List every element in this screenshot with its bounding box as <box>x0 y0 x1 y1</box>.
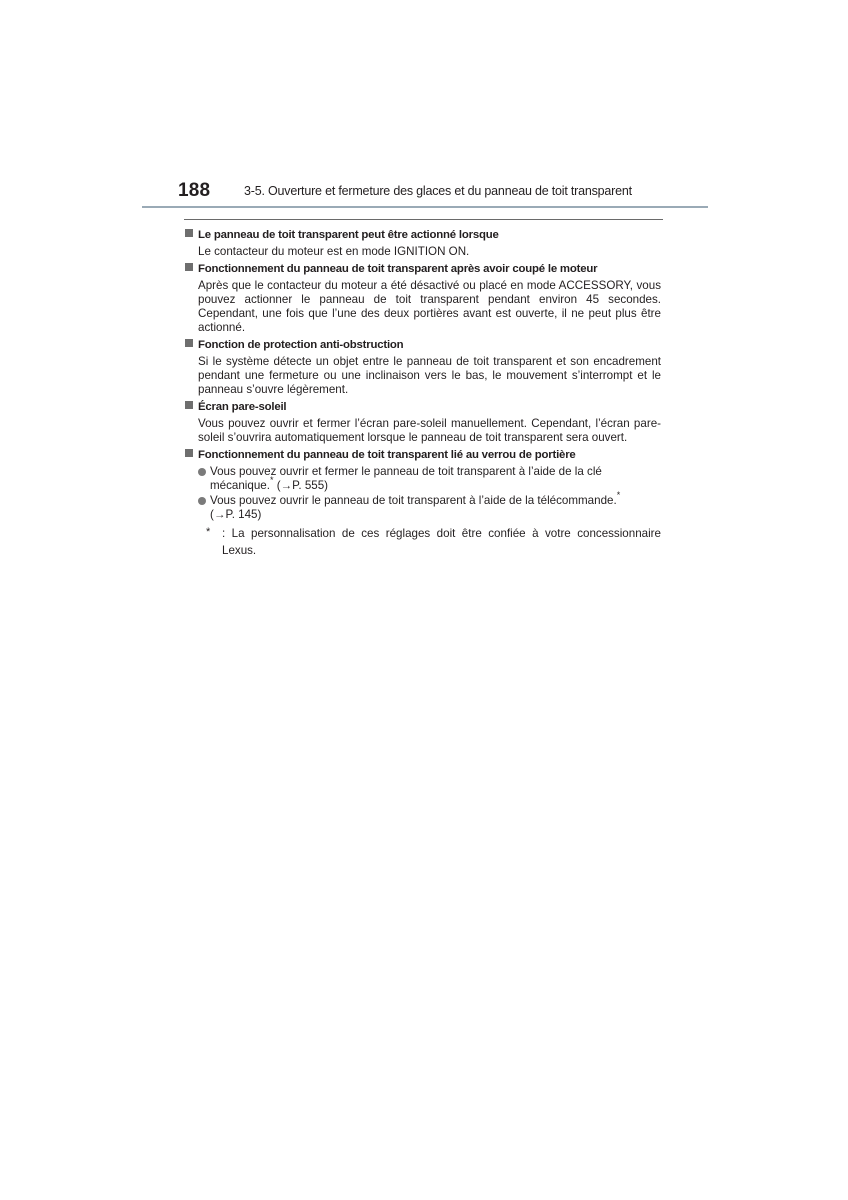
footnote-marker: * <box>269 475 274 486</box>
list-item <box>198 490 661 522</box>
content-body <box>185 228 661 559</box>
square-bullet-icon <box>185 401 193 409</box>
page-reference: (→P. 555) <box>273 479 329 492</box>
section-heading-text: Fonction de protection anti-obstruction <box>198 339 404 351</box>
footnote-marker: * <box>616 490 621 501</box>
circle-bullet-icon <box>198 497 206 505</box>
footnote-text: : La personnalisation de ces réglages doit être confiée à votre concessionnaire Lexus. <box>222 527 661 557</box>
section-heading <box>185 400 661 414</box>
section-heading-text: Fonctionnement du panneau de toit transparent après avoir coupé le moteur <box>198 263 598 275</box>
section-heading <box>185 448 661 462</box>
square-bullet-icon <box>185 263 193 271</box>
section-heading <box>185 228 661 242</box>
list-item <box>198 465 661 493</box>
section-heading <box>185 338 661 352</box>
section-heading <box>185 262 661 276</box>
content-rule <box>184 219 663 220</box>
list-item-body: Vous pouvez ouvrir et fermer le panneau de toit transparent à l’aide de la clé mécanique. <box>210 465 602 492</box>
list-item-text <box>210 465 661 493</box>
page-number: 188 <box>178 180 211 201</box>
footnote <box>206 525 661 559</box>
section-title: 3-5. Ouverture et fermeture des glaces et du panneau de toit transparent <box>244 184 632 198</box>
circle-bullet-icon <box>198 468 206 476</box>
section-heading-text: Écran pare-soleil <box>198 401 287 413</box>
square-bullet-icon <box>185 229 193 237</box>
page-reference: (→P. 145) <box>210 508 262 521</box>
section-paragraph: Si le système détecte un objet entre le panneau de toit transparent et son encadrement pendant une fermeture ou une inclinaison vers le bas, le mouvement s’interrompt et le panneau s’ouvre légèrement. <box>198 355 661 396</box>
section-paragraph: Vous pouvez ouvrir et fermer l’écran pare-soleil manuellement. Cependant, l’écran pare-soleil s’ouvrira automatiquement lorsque le panneau de toit transparent sera ouvert. <box>198 417 661 444</box>
list-item-body: Vous pouvez ouvrir le panneau de toit transparent à l’aide de la télécommande. <box>210 494 617 507</box>
square-bullet-icon <box>185 339 193 347</box>
section-paragraph: Le contacteur du moteur est en mode IGNITION ON. <box>198 245 470 258</box>
footnote-mark: * <box>206 526 211 538</box>
section-heading-text: Le panneau de toit transparent peut être actionné lorsque <box>198 229 499 241</box>
section-paragraph: Après que le contacteur du moteur a été désactivé ou placé en mode ACCESSORY, vous pouvez actionner le panneau de toit transparent pendant environ 45 secondes. Cependant, une fois que l’une des deux portières avant est ouverte, il ne peut plus être actionné. <box>198 279 661 334</box>
header-rule <box>142 206 708 208</box>
list-item-text <box>210 490 661 522</box>
square-bullet-icon <box>185 449 193 457</box>
section-heading-text: Fonctionnement du panneau de toit transparent lié au verrou de portière <box>198 449 576 461</box>
